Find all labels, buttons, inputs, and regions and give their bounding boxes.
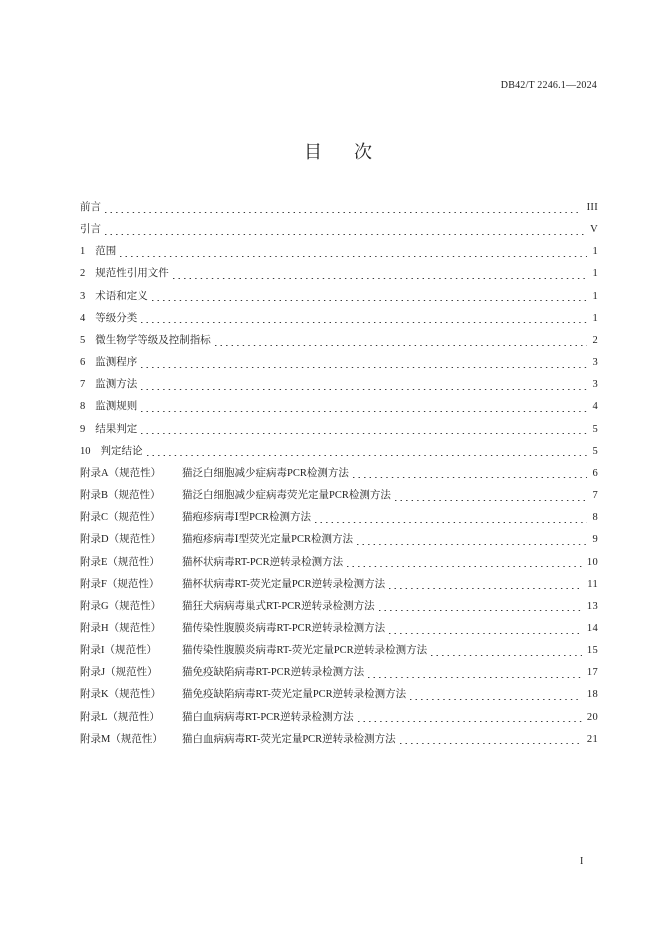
toc-entry-page: 21 [586,733,598,745]
toc-entry-title: 规范性引用文件 [95,268,169,280]
toc-entry-page: 14 [586,622,598,634]
toc-entry-number: 1 [80,246,86,258]
leader-dots [105,197,582,219]
toc-entry-number: 8 [80,401,86,413]
toc-entry-page: 3 [592,357,598,369]
leader-dots [147,441,588,463]
toc-entry-appendix [80,485,598,507]
toc-entry [80,419,598,441]
leader-dots [400,729,582,751]
leader-dots [141,352,587,374]
toc-entry [80,308,598,330]
toc-entry-title: 监测方法 [95,379,138,391]
toc-entry-title: 猫传染性腹膜炎病毒RT-荧光定量PCR逆转录检测方法 [182,645,428,657]
toc-entry-appendix [80,552,598,574]
toc-entry-title: 猫传染性腹膜炎病毒RT-PCR逆转录检测方法 [182,622,386,634]
toc-entry-appendix [80,529,598,551]
toc-entry-page: 5 [592,423,598,435]
toc-entry-appendix [80,596,598,618]
toc-entry-number: 6 [80,357,86,369]
toc-entry-page: 11 [587,578,598,590]
toc-entry-page: 13 [586,600,598,612]
leader-dots [379,596,582,618]
toc-entry-appendix-label: 附录D（规范性） [80,534,162,546]
toc-entry [80,241,598,263]
toc-entry-title: 微生物学等级及控制指标 [95,334,211,346]
toc-entry-page: 6 [592,467,598,479]
toc-entry-page: 2 [592,334,598,346]
toc-entry [80,396,598,418]
toc-entry-page: 15 [586,645,598,657]
toc-entry-title: 猫白血病病毒RT-荧光定量PCR逆转录检测方法 [182,733,396,745]
toc-entry-appendix-label: 附录J（规范性） [80,667,158,679]
toc-entry-title: 猫免疫缺陷病毒RT-PCR逆转录检测方法 [182,667,365,679]
toc-entry-page: 10 [586,556,598,568]
toc-entry-title: 引言 [80,224,101,236]
leader-dots [368,662,582,684]
toc-entry-title: 猫疱疹病毒Ⅰ型荧光定量PCR检测方法 [182,534,353,546]
toc-entry-appendix [80,684,598,706]
toc-entry-title: 结果判定 [95,423,138,435]
toc-entry-number: 3 [80,290,86,302]
leader-dots [105,219,585,241]
toc-entry-title: 监测规则 [95,401,138,413]
toc-entry-appendix [80,507,598,529]
toc-entry-appendix-label: 附录I（规范性） [80,645,157,657]
leader-dots [173,263,588,285]
toc-entry-title: 猫杯状病毒RT-荧光定量PCR逆转录检测方法 [182,578,386,590]
toc-entry-appendix-label: 附录K（规范性） [80,689,162,701]
toc-entry-title: 等级分类 [95,312,138,324]
toc-entry-title: 术语和定义 [95,290,148,302]
toc-entry-number: 9 [80,423,86,435]
toc-entry-number: 7 [80,379,86,391]
toc-entry-appendix [80,729,598,751]
toc-entry-page: 17 [586,667,598,679]
leader-dots [353,463,588,485]
leader-dots [410,684,582,706]
toc-entry-appendix [80,662,598,684]
toc-entry-title: 猫白血病病毒RT-PCR逆转录检测方法 [182,711,354,723]
toc-entry-page: 3 [592,379,598,391]
toc-entry-appendix-label: 附录F（规范性） [80,578,160,590]
leader-dots [358,707,582,729]
toc-entry-appendix-label: 附录A（规范性） [80,467,162,479]
toc-title: 目次 [304,142,404,162]
toc-entry-number: 5 [80,334,86,346]
toc-entry-appendix [80,640,598,662]
toc-entry-appendix-label: 附录H（规范性） [80,622,162,634]
toc-entry-appendix-label: 附录C（规范性） [80,512,161,524]
toc-entry-title: 猫杯状病毒RT-PCR逆转录检测方法 [182,556,344,568]
toc-entry-page: III [586,202,598,213]
toc-entry-appendix-label: 附录M（规范性） [80,733,163,745]
toc-entry-page: 8 [592,512,598,524]
toc-entry-number: 2 [80,268,86,280]
toc-entry-page: 18 [586,689,598,701]
toc-entry [80,441,598,463]
leader-dots [395,485,588,507]
toc-entry-page: 9 [592,534,598,546]
leader-dots [215,330,588,352]
toc-entry [80,263,598,285]
leader-dots [389,574,582,596]
leader-dots [141,396,587,418]
toc-entry-title: 范围 [95,246,117,258]
toc-entry-appendix-label: 附录L（规范性） [80,711,160,723]
toc-entry [80,219,598,241]
toc-entry-page: V [590,224,598,236]
toc-entry-appendix [80,574,598,596]
leader-dots [120,241,587,263]
toc-entry-page: 1 [592,268,598,280]
leader-dots [141,419,587,441]
leader-dots [347,552,582,574]
toc-entry-page: 4 [592,401,598,413]
leader-dots [141,374,587,396]
toc-entry-page: 1 [592,312,598,324]
toc-entry [80,330,598,352]
toc-entry [80,352,598,374]
toc-entry-page: 1 [592,246,598,258]
leader-dots [141,308,587,330]
toc-entry-number: 4 [80,312,86,324]
toc-entry [80,286,598,308]
table-of-contents [80,197,598,751]
toc-entry-title: 猫泛白细胞减少症病毒PCR检测方法 [182,467,349,479]
toc-entry-title: 猫泛白细胞减少症病毒荧光定量PCR检测方法 [182,490,391,502]
toc-entry-page: 5 [592,445,598,457]
toc-entry [80,197,598,219]
toc-entry-appendix-label: 附录E（规范性） [80,556,160,568]
toc-entry [80,374,598,396]
toc-entry-appendix-label: 附录G（规范性） [80,600,162,612]
toc-entry-title: 前言 [80,202,101,213]
toc-entry-appendix [80,707,598,729]
leader-dots [357,529,587,551]
toc-entry-page: 20 [586,711,598,723]
toc-entry-title: 猫疱疹病毒Ⅰ型PCR检测方法 [182,512,311,524]
leader-dots [389,618,582,640]
toc-entry-title: 监测程序 [95,357,138,369]
toc-entry-title: 猫狂犬病病毒巢式RT-PCR逆转录检测方法 [182,600,375,612]
leader-dots [431,640,582,662]
toc-entry-title: 猫免疫缺陷病毒RT-荧光定量PCR逆转录检测方法 [182,689,407,701]
leader-dots [315,507,587,529]
toc-entry-number: 10 [80,445,91,457]
leader-dots [152,286,588,308]
toc-entry-page: 1 [592,290,598,302]
toc-entry-appendix [80,463,598,485]
page-number: I [580,856,584,867]
toc-entry-page: 7 [592,490,598,502]
toc-entry-appendix-label: 附录B（规范性） [80,490,161,502]
toc-entry-title: 判定结论 [100,445,143,457]
toc-entry-appendix [80,618,598,640]
document-code: DB42/T 2246.1—2024 [500,80,597,91]
